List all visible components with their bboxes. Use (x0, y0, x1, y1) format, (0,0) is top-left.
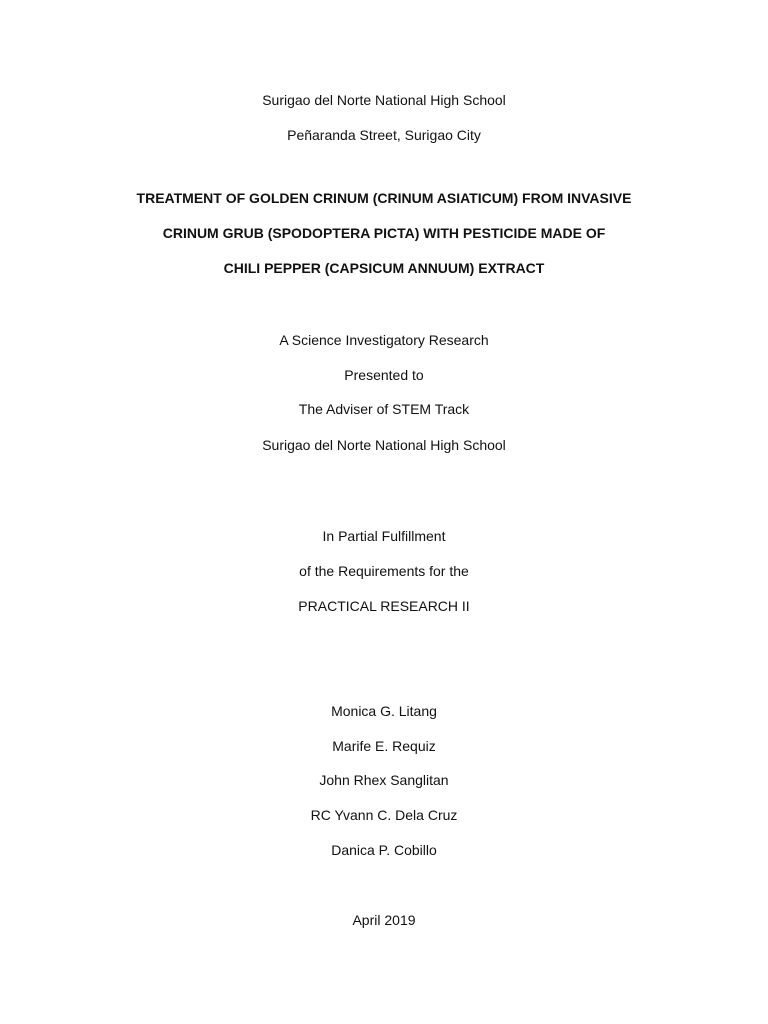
author-name: Monica G. Litang (331, 703, 437, 719)
adviser: The Adviser of STEM Track (298, 401, 470, 417)
research-type: A Science Investigatory Research (279, 332, 489, 348)
school-address: Peñaranda Street, Surigao City (287, 127, 481, 143)
fulfillment-line-1: In Partial Fulfillment (322, 528, 446, 544)
presented-to: Presented to (344, 367, 424, 383)
school-name: Surigao del Norte National High School (262, 92, 506, 108)
research-title-line-3: CHILI PEPPER (CAPSICUM ANNUUM) EXTRACT (223, 260, 545, 276)
presentation-school: Surigao del Norte National High School (262, 437, 506, 453)
course-name: PRACTICAL RESEARCH II (298, 598, 470, 614)
author-name: John Rhex Sanglitan (319, 772, 449, 788)
fulfillment-line-2: of the Requirements for the (299, 563, 469, 579)
research-title-line-1: TREATMENT OF GOLDEN CRINUM (CRINUM ASIATICUM) FROM INVASIVE (136, 190, 632, 206)
research-title-line-2: CRINUM GRUB (SPODOPTERA PICTA) WITH PESTICIDE MADE OF (162, 225, 606, 241)
author-name: RC Yvann C. Dela Cruz (310, 807, 458, 823)
submission-date: April 2019 (352, 912, 416, 928)
author-name: Danica P. Cobillo (331, 842, 437, 858)
author-name: Marife E. Requiz (332, 738, 436, 754)
